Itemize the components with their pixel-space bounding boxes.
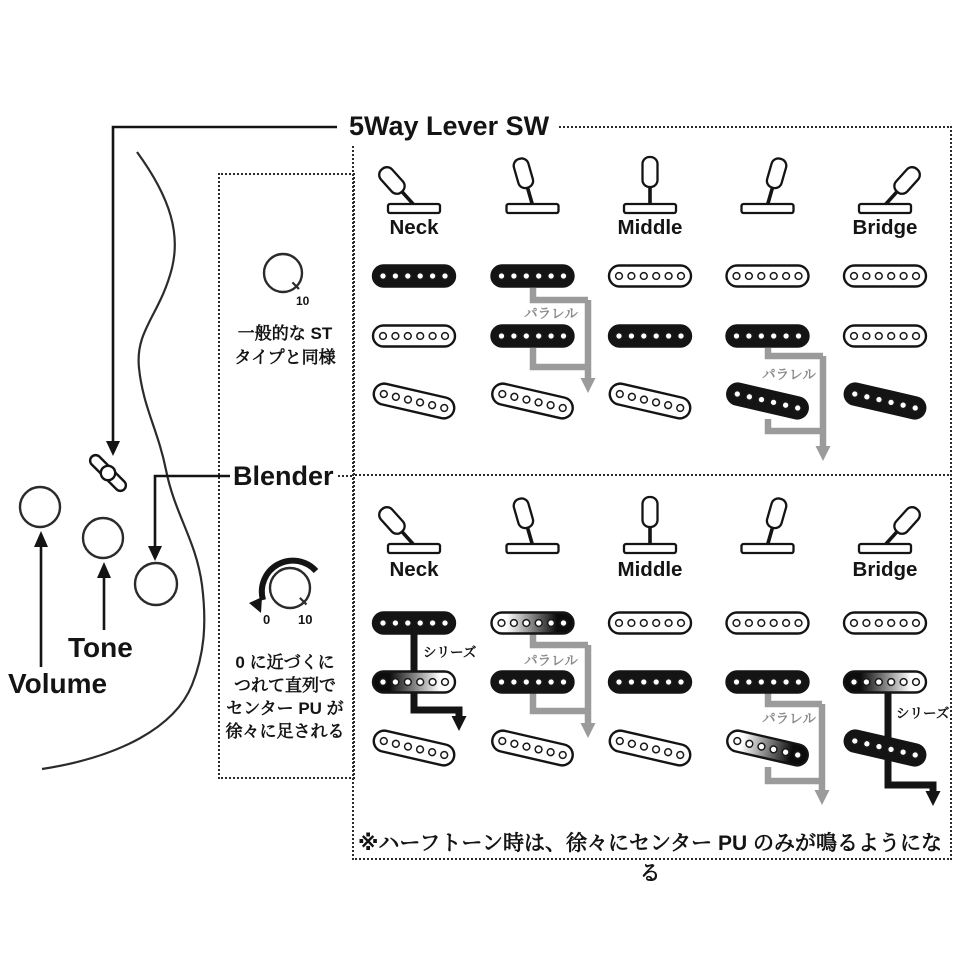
pole-piece-dot (616, 737, 624, 745)
connector-arrowhead-icon (452, 716, 467, 731)
pole-piece-dot (757, 396, 765, 404)
pickup-bottom_box-pos5-neck (844, 613, 926, 634)
pole-piece-dot (758, 679, 765, 686)
blender-caption-line1: 0 に近づくに (235, 653, 335, 672)
switch-base (742, 204, 794, 213)
pole-piece-dot (640, 620, 647, 627)
connector-arrowhead-icon (815, 790, 830, 805)
pole-piece-dot (733, 273, 740, 280)
pole-piece-dot (380, 273, 387, 280)
pole-piece-dot (535, 620, 542, 627)
pole-piece-dot (757, 743, 765, 751)
pole-piece-dot (428, 401, 436, 409)
pole-piece-dot (899, 401, 907, 409)
pole-piece-dot (851, 679, 858, 686)
pole-piece-dot (404, 273, 411, 280)
pole-piece-dot (380, 737, 388, 745)
pole-piece-dot (404, 743, 412, 751)
pole-piece-dot (535, 333, 542, 340)
pole-piece-dot (616, 273, 623, 280)
pole-piece-dot (875, 743, 883, 751)
pickup-bottom_box-pos2-neck (492, 613, 574, 634)
switch-base (624, 204, 676, 213)
pole-piece-dot (548, 333, 555, 340)
pole-piece-dot (652, 745, 660, 753)
series-label: シリーズ (896, 706, 950, 721)
pole-piece-dot (911, 404, 919, 412)
pole-piece-dot (510, 393, 518, 401)
pickup-bottom_box-pos1-middle (373, 672, 455, 693)
pole-piece-dot (770, 620, 777, 627)
pole-piece-dot (628, 333, 635, 340)
pole-piece-dot (875, 620, 882, 627)
pole-piece-dot (733, 333, 740, 340)
pole-piece-dot (664, 748, 672, 756)
pole-piece-dot (616, 333, 623, 340)
pole-piece-dot (417, 679, 424, 686)
pole-piece-dot (678, 679, 685, 686)
pole-piece-dot (758, 620, 765, 627)
pickup-top_box-pos5-middle (844, 326, 926, 347)
pole-piece-dot (875, 396, 883, 404)
pole-piece-dot (498, 333, 505, 340)
switch-lever-bottom_box-pos5 (859, 504, 923, 554)
pole-piece-dot (653, 273, 660, 280)
pickup-top_box-pos1-neck (373, 266, 455, 287)
pole-piece-dot (404, 396, 412, 404)
pole-piece-dot (913, 333, 920, 340)
blender-caption-line3: センター PU が (226, 699, 344, 718)
pole-piece-dot (900, 679, 907, 686)
position-label-bridge: Bridge (852, 558, 918, 581)
pole-piece-dot (380, 333, 387, 340)
pole-piece-dot (548, 620, 555, 627)
blender-min-value: 0 (263, 612, 271, 627)
pole-piece-dot (795, 679, 802, 686)
pickup-bottom_box-pos2-middle (492, 672, 574, 693)
pole-piece-dot (733, 737, 741, 745)
pickup-top_box-pos4-middle (727, 326, 809, 347)
pole-piece-dot (900, 273, 907, 280)
pickup-bottom_box-pos4-neck (727, 613, 809, 634)
pole-piece-dot (851, 333, 858, 340)
switch-lever-bottom_box-pos4 (742, 497, 794, 553)
pole-piece-dot (535, 679, 542, 686)
pole-piece-dot (392, 740, 400, 748)
pole-piece-dot (559, 751, 567, 759)
pickup-top_box-pos5-neck (844, 266, 926, 287)
pole-piece-dot (782, 748, 790, 756)
pole-piece-dot (653, 679, 660, 686)
pole-piece-dot (664, 401, 672, 409)
pole-piece-dot (783, 273, 790, 280)
pole-piece-dot (733, 679, 740, 686)
st-caption-line2: タイプと同様 (234, 348, 336, 367)
pole-piece-dot (640, 743, 648, 751)
pole-piece-dot (863, 620, 870, 627)
parallel-label: パラレル (524, 306, 578, 321)
pole-piece-dot (380, 390, 388, 398)
pickup-bottom_box-pos1-neck (373, 613, 455, 634)
pole-piece-dot (665, 273, 672, 280)
pole-piece-dot (440, 404, 448, 412)
pickup-top_box-pos3-middle (609, 326, 691, 347)
pole-piece-dot (676, 404, 684, 412)
pole-piece-dot (875, 679, 882, 686)
pole-piece-dot (417, 273, 424, 280)
pole-piece-dot (404, 333, 411, 340)
switch-base (507, 204, 559, 213)
pole-piece-dot (442, 333, 449, 340)
lever-tip (512, 157, 535, 190)
pole-piece-dot (733, 620, 740, 627)
pole-piece-dot (417, 620, 424, 627)
parallel-label: パラレル (762, 367, 816, 382)
pole-piece-dot (863, 273, 870, 280)
pole-piece-dot (560, 273, 567, 280)
pole-piece-dot (560, 333, 567, 340)
pole-piece-dot (523, 273, 530, 280)
blender-caption-line2: つれて直列で (234, 676, 336, 695)
switch-lever-top_box-pos3 (624, 157, 676, 213)
pole-piece-dot (417, 333, 424, 340)
pole-piece-dot (653, 620, 660, 627)
switch-lever-top_box-pos5 (859, 164, 923, 214)
pole-piece-dot (900, 333, 907, 340)
pole-piece-dot (733, 390, 741, 398)
pole-piece-dot (665, 333, 672, 340)
switch-lever-top_box-pos2 (507, 157, 559, 213)
pole-piece-dot (498, 737, 506, 745)
pole-piece-dot (628, 393, 636, 401)
pole-piece-dot (795, 333, 802, 340)
position-label-bridge: Bridge (852, 216, 918, 239)
pole-piece-dot (911, 751, 919, 759)
pole-piece-dot (534, 398, 542, 406)
pole-piece-dot (511, 620, 518, 627)
pole-piece-dot (888, 273, 895, 280)
pole-piece-dot (628, 740, 636, 748)
switch-lever-top_box-pos1 (376, 164, 440, 214)
pole-piece-dot (628, 273, 635, 280)
pole-piece-dot (900, 620, 907, 627)
pickup-top_box-pos4-bridge (725, 382, 810, 421)
pickup-bottom_box-pos4-middle (727, 672, 809, 693)
lever-tip (765, 497, 788, 530)
pole-piece-dot (665, 679, 672, 686)
pole-piece-dot (888, 620, 895, 627)
pole-piece-dot (547, 748, 555, 756)
pole-piece-dot (746, 273, 753, 280)
pole-piece-dot (887, 745, 895, 753)
pole-piece-dot (913, 273, 920, 280)
top_box-content (372, 157, 928, 461)
parallel-label: パラレル (762, 711, 816, 726)
pickup-top_box-pos2-middle (492, 326, 574, 347)
lever-tip (643, 497, 658, 527)
pole-piece-dot (676, 751, 684, 759)
pole-piece-dot (392, 273, 399, 280)
pole-piece-dot (678, 620, 685, 627)
connector-arrowhead-icon (581, 378, 596, 393)
pole-piece-dot (769, 745, 777, 753)
switch-base (388, 204, 440, 213)
pole-piece-dot (863, 679, 870, 686)
lever-tip (891, 504, 922, 536)
st-knob-value: 10 (296, 294, 310, 308)
lever-tip (643, 157, 658, 187)
pole-piece-dot (628, 620, 635, 627)
pole-piece-dot (746, 620, 753, 627)
pole-piece-dot (770, 679, 777, 686)
pickup-top_box-pos5-bridge (843, 382, 928, 421)
pole-piece-dot (429, 333, 436, 340)
pole-piece-dot (511, 273, 518, 280)
blender-label: Blender (230, 461, 337, 492)
bottom_box-content (372, 497, 950, 806)
switch-lever-bottom_box-pos3 (624, 497, 676, 553)
pole-piece-dot (560, 679, 567, 686)
pole-piece-dot (392, 333, 399, 340)
lever-tip (512, 497, 535, 530)
volume-label: Volume (8, 668, 108, 699)
tone-label: Tone (68, 632, 133, 663)
pole-piece-dot (665, 620, 672, 627)
pole-piece-dot (380, 620, 387, 627)
pole-piece-dot (899, 748, 907, 756)
switch-base (507, 544, 559, 553)
pole-piece-dot (758, 333, 765, 340)
pole-piece-dot (745, 393, 753, 401)
pole-piece-dot (392, 393, 400, 401)
pole-piece-dot (851, 273, 858, 280)
pole-piece-dot (745, 740, 753, 748)
pole-piece-dot (416, 398, 424, 406)
pole-piece-dot (795, 620, 802, 627)
pole-piece-dot (523, 679, 530, 686)
pole-piece-dot (440, 751, 448, 759)
pole-piece-dot (523, 333, 530, 340)
lever-tip (765, 157, 788, 190)
pole-piece-dot (913, 679, 920, 686)
series-label: シリーズ (423, 645, 477, 660)
pole-piece-dot (511, 679, 518, 686)
pole-piece-dot (770, 333, 777, 340)
pickup-top_box-pos2-neck (492, 266, 574, 287)
pole-piece-dot (746, 679, 753, 686)
pole-piece-dot (429, 679, 436, 686)
st-caption-line1: 一般的な ST (237, 324, 333, 343)
pickup-bottom_box-pos1-bridge (372, 729, 457, 768)
pole-piece-dot (498, 273, 505, 280)
pole-piece-dot (511, 333, 518, 340)
pole-piece-dot (783, 333, 790, 340)
pickup-top_box-pos3-bridge (608, 382, 693, 421)
pole-piece-dot (640, 273, 647, 280)
pole-piece-dot (863, 393, 871, 401)
position-label-neck: Neck (389, 558, 439, 581)
pole-piece-dot (428, 748, 436, 756)
pole-piece-dot (652, 398, 660, 406)
pole-piece-dot (783, 620, 790, 627)
position-label-middle: Middle (617, 558, 683, 581)
position-label-neck: Neck (389, 216, 439, 239)
switch-lever-top_box-pos4 (742, 157, 794, 213)
pole-piece-dot (534, 745, 542, 753)
pole-piece-dot (392, 620, 399, 627)
pole-piece-dot (560, 620, 567, 627)
pole-piece-dot (616, 679, 623, 686)
connector-arrowhead-icon (926, 791, 941, 806)
pole-piece-dot (640, 679, 647, 686)
pole-piece-dot (498, 620, 505, 627)
pole-piece-dot (548, 679, 555, 686)
blender-caption-line4: 徐々に足される (225, 722, 345, 741)
pole-piece-dot (746, 333, 753, 340)
pickup-top_box-pos1-bridge (372, 382, 457, 421)
pole-piece-dot (522, 743, 530, 751)
pickup-bottom_box-pos3-bridge (608, 729, 693, 768)
pole-piece-dot (851, 620, 858, 627)
pole-piece-dot (770, 273, 777, 280)
pole-piece-dot (640, 396, 648, 404)
pole-piece-dot (795, 273, 802, 280)
pole-piece-dot (863, 740, 871, 748)
half-tone-footnote: ※ハーフトーン時は、徐々にセンター PU のみが鳴るようになる (358, 832, 942, 885)
pickup-bottom_box-pos4-bridge (725, 729, 810, 768)
switch-base (388, 544, 440, 553)
pickup-bottom_box-pos3-middle (609, 672, 691, 693)
pickup-bottom_box-pos3-neck (609, 613, 691, 634)
pole-piece-dot (851, 737, 859, 745)
switch-lever-bottom_box-pos2 (507, 497, 559, 553)
pole-piece-dot (522, 396, 530, 404)
pole-piece-dot (429, 273, 436, 280)
pole-piece-dot (416, 745, 424, 753)
switch-base (742, 544, 794, 553)
pole-piece-dot (888, 679, 895, 686)
pole-piece-dot (851, 390, 859, 398)
five-way-title: 5Way Lever SW (345, 111, 557, 144)
pole-piece-dot (653, 333, 660, 340)
pole-piece-dot (559, 404, 567, 412)
pole-piece-dot (392, 679, 399, 686)
pole-piece-dot (380, 679, 387, 686)
pole-piece-dot (678, 333, 685, 340)
pole-piece-dot (429, 620, 436, 627)
pickup-top_box-pos1-middle (373, 326, 455, 347)
pole-piece-dot (535, 273, 542, 280)
pole-piece-dot (442, 620, 449, 627)
switch-base (859, 544, 911, 553)
pole-piece-dot (442, 273, 449, 280)
position-label-middle: Middle (617, 216, 683, 239)
pole-piece-dot (628, 679, 635, 686)
pole-piece-dot (794, 751, 802, 759)
pole-piece-dot (913, 620, 920, 627)
pole-piece-dot (783, 679, 790, 686)
pole-piece-dot (404, 679, 411, 686)
pole-piece-dot (758, 273, 765, 280)
lever-tip (376, 164, 407, 196)
pole-piece-dot (678, 273, 685, 280)
pole-piece-dot (548, 273, 555, 280)
pickup-bottom_box-pos5-middle (844, 672, 926, 693)
connector-arrowhead-icon (816, 446, 831, 461)
pole-piece-dot (547, 401, 555, 409)
pole-piece-dot (863, 333, 870, 340)
pole-piece-dot (616, 620, 623, 627)
pole-piece-dot (498, 679, 505, 686)
pickup-top_box-pos2-bridge (490, 382, 575, 421)
lever-tip (376, 504, 407, 536)
pole-piece-dot (404, 620, 411, 627)
pole-piece-dot (510, 740, 518, 748)
pole-piece-dot (794, 404, 802, 412)
pole-piece-dot (616, 390, 624, 398)
pole-piece-dot (875, 333, 882, 340)
switch-lever-bottom_box-pos1 (376, 504, 440, 554)
pole-piece-dot (782, 401, 790, 409)
lever-tip (891, 164, 922, 196)
pole-piece-dot (442, 679, 449, 686)
pickup-bottom_box-pos2-bridge (490, 729, 575, 768)
pole-piece-dot (888, 333, 895, 340)
pickup-top_box-pos3-neck (609, 266, 691, 287)
pole-piece-dot (769, 398, 777, 406)
pickup-top_box-pos4-neck (727, 266, 809, 287)
switch-base (624, 544, 676, 553)
parallel-label: パラレル (524, 653, 578, 668)
pole-piece-dot (887, 398, 895, 406)
pole-piece-dot (498, 390, 506, 398)
connector-arrowhead-icon (581, 723, 596, 738)
pole-piece-dot (523, 620, 530, 627)
switch-base (859, 204, 911, 213)
pole-piece-dot (875, 273, 882, 280)
pole-piece-dot (640, 333, 647, 340)
blender-max-value: 10 (298, 612, 313, 627)
